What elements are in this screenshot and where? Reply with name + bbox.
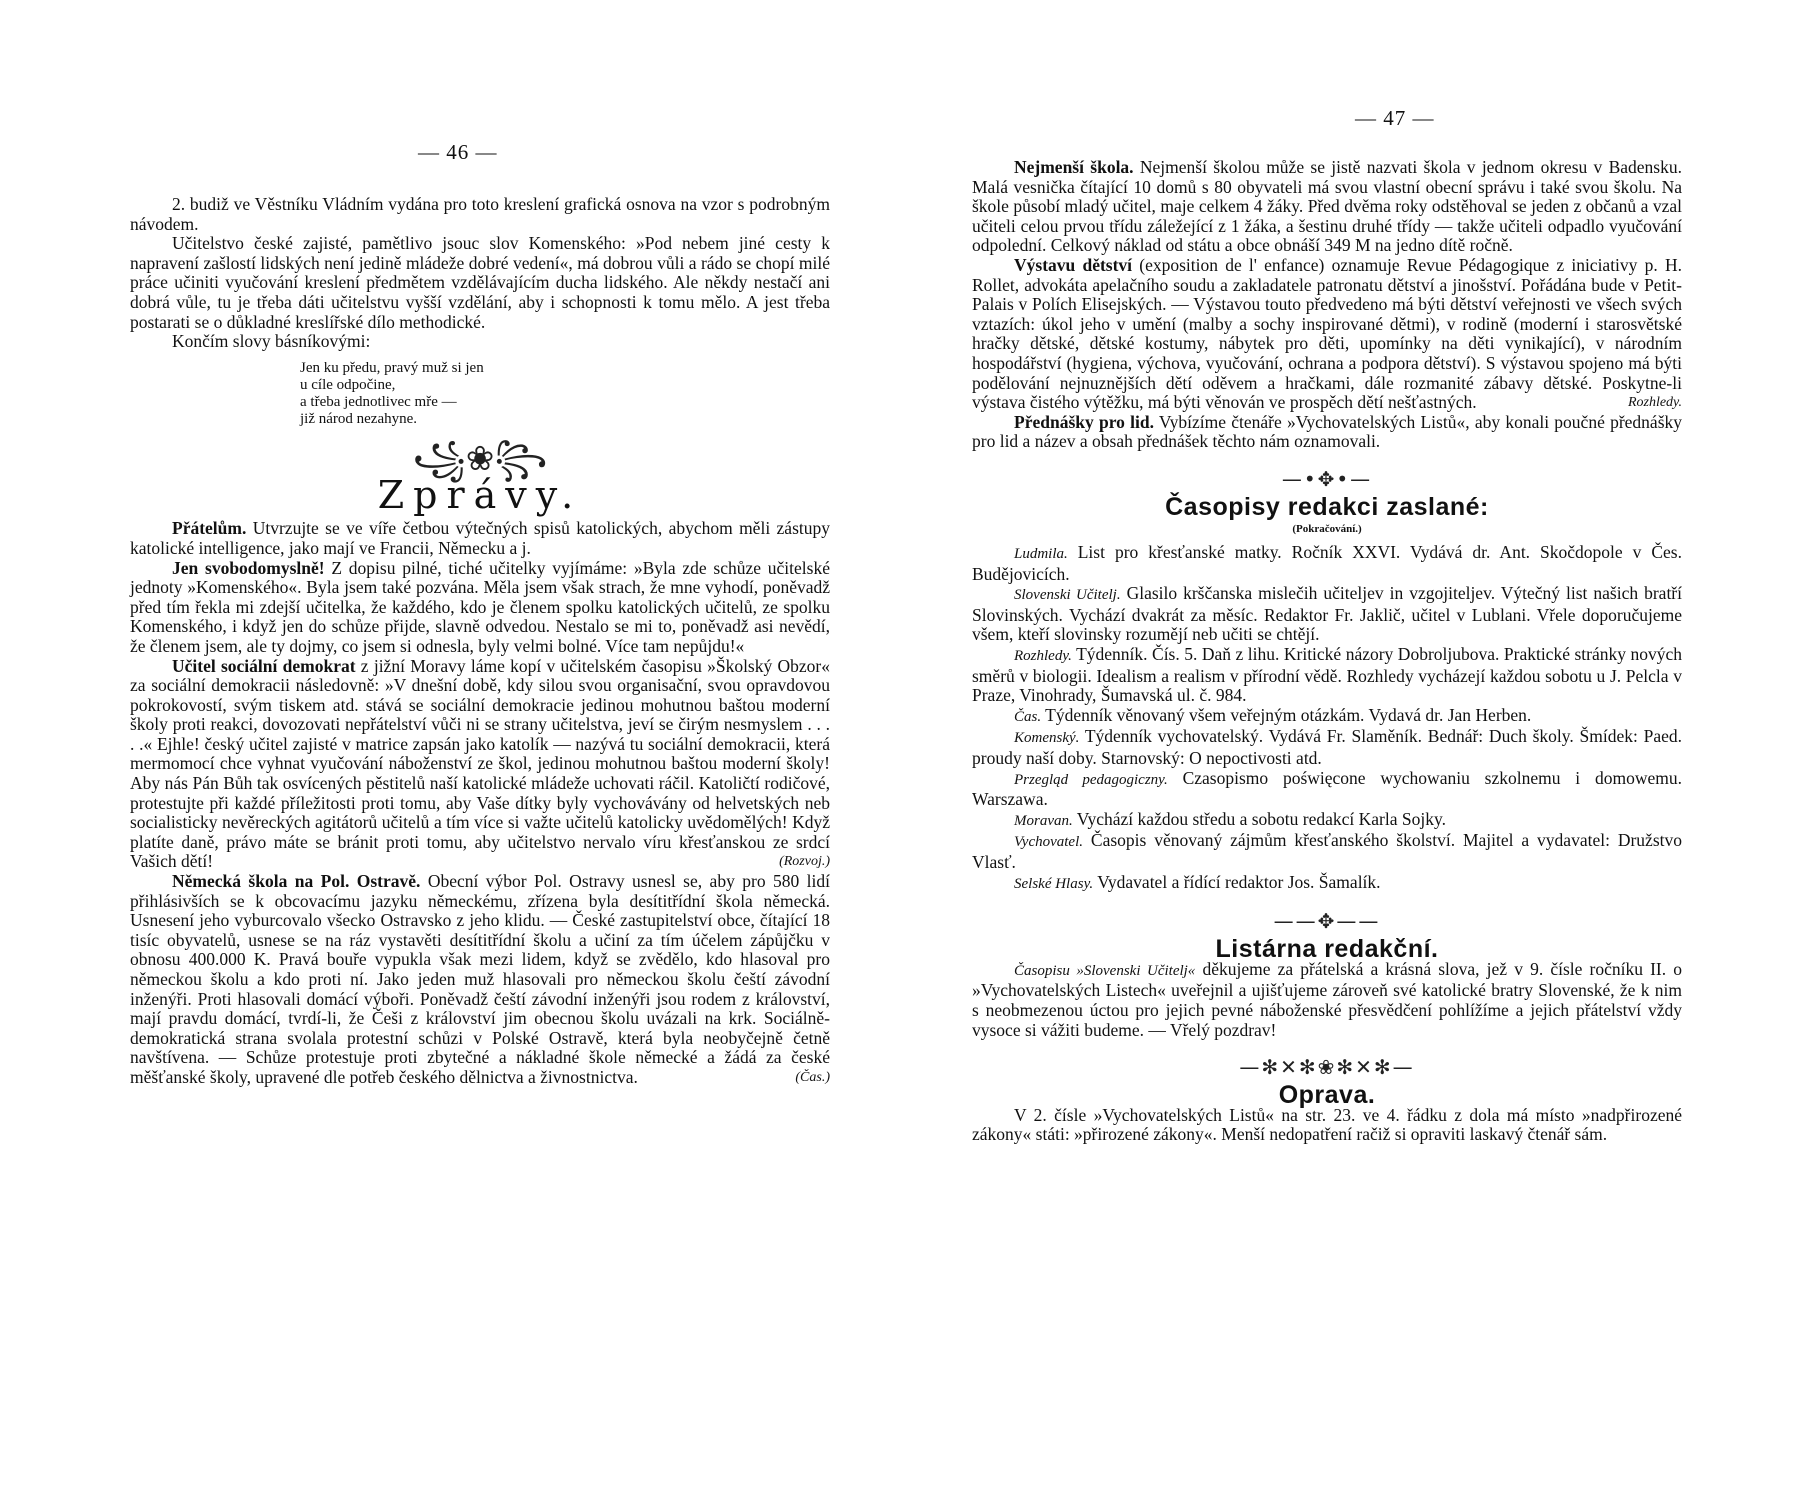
poem — [300, 360, 830, 428]
news-item — [130, 559, 830, 657]
magazine-entry — [972, 706, 1682, 728]
section-title-oprava: Oprava. — [1278, 1081, 1376, 1110]
section-title-casopisy: Časopisy redakci zaslané: — [1165, 492, 1489, 521]
poem-line: Jen ku předu, pravý muž si jen — [300, 359, 484, 376]
magazine-text: Czasopismo poświęcone wychowaniu szkolnemu i domowemu. Warszawa. — [972, 767, 1682, 810]
magazine-entry — [972, 727, 1682, 768]
magazine-name: Selské Hlasy. — [1014, 875, 1094, 892]
magazine-entry — [972, 645, 1682, 706]
oprava-text: V 2. čísle »Vychovatelských Listů« na str. 23. ve 4. řádku z dola má místo »nadpřirozené zákony« státi: »přirozené zákony«. Menší nedopatření račiž si opraviti laskavý čtenář sám. — [972, 1104, 1682, 1145]
item-source: (Čas.) — [795, 1069, 830, 1085]
right-page — [900, 0, 1800, 1500]
magazine-text: List pro křesťanské matky. Ročník XXVI. Vydává dr. Ant. Skočdopole v Čes. Budějovicích. — [972, 542, 1682, 584]
item-text: Utvrzujte se ve víře četbou výtečných spisů katolických, abychom měli zástupy katolické intelligence, jako mají ve Francii, Německu a j. — [130, 518, 830, 558]
magazine-name: Przegląd pedagogiczny. — [1014, 771, 1168, 788]
poem-line: již národ nezahyne. — [300, 410, 418, 427]
section-title: Zprávy. — [377, 472, 583, 517]
item-text: Nejmenší školou může se jistě nazvati škola v jednom okresu v Badensku. Malá vesnička čítající 10 domů s 80 obyvateli má svou vlastní obecní správu i také svou školu. Na škole působí mladý učitel, maje celkem 4 žáky. Před dvěma roky odstěhoval se jeden z občanů a vzal učiteli celou prvou třídu záležející z 1 žáka, a šestinu druhé třídy — takže učiteli odpadlo vyučování odpolední. Celkový náklad od státu a obce obnáší 349 M na jedno dítě ročně. — [972, 157, 1682, 256]
page-number: — 46 — — [418, 140, 498, 164]
section-subtitle: (Pokračování.) — [1292, 522, 1362, 535]
magazine-entry — [972, 831, 1682, 872]
item-leadin: Učitel sociální demokrat — [172, 655, 356, 676]
news-item — [130, 872, 830, 1088]
magazine-name: Čas. — [1014, 708, 1042, 725]
news-item — [130, 519, 830, 558]
poem-line: u cíle odpočine, — [300, 376, 396, 393]
listarna-body: děkujeme za přátelská a krásná slova, jež v 9. čísle ročníku II. o »Vychovatelských Listech« uveřejnil a ujišťujeme zároveň své katolické bratry Slovenské, že k nim s neobmezenou úctou pro jejich pevné náboženské přesvědčení pohlížíme a jejich přátelství vždy vysoce si vážiti budeme. — Vřelý pozdrav! — [972, 958, 1682, 1040]
paragraph: 2. budiž ve Věstníku Vládním vydána pro toto kreslení grafická osnova na vzor s podrobným návodem. — [130, 194, 830, 234]
item-leadin: Jen svobodomyslně! — [172, 557, 325, 578]
magazine-text: Týdenník vychovatelský. Vydává Fr. Slaměník. Bednář: Duch školy. Šmídek: Paed. proudy naší doby. Starnovský: O nepoctivosti atd. — [972, 726, 1682, 769]
news-item — [972, 158, 1682, 256]
magazine-entry — [972, 873, 1682, 895]
paragraph: Končím slovy básníkovými: — [172, 331, 371, 352]
poem-line: a třeba jednotlivec mře — — [300, 393, 457, 410]
news-item — [130, 657, 830, 873]
item-leadin: Nejmenší škola. — [1014, 157, 1134, 177]
item-source: (Rozvoj.) — [779, 854, 830, 870]
magazine-name: Ludmila. — [1014, 546, 1068, 563]
news-item — [972, 256, 1682, 413]
item-text: (exposition de l' enfance) oznamuje Revue Pédagogique z iniciativy p. H. Rollet, advokáta apelačního soudu a zakladatele patronatu dětství a jinošství. Pořádána bude v Petit-Palais v Polích Elisejských. — Výstavou touto předvedeno má býti dětství veřejnosti ve všech svých vztazích: úkol jeho v umění (malby a sochy inspirované dětmi), v rodině (moderní i starosvětské hračky dětské, dětské kostumy, nábytek pro děti, upomínky na děti vynikající), v národním hospodářství (hygiena, výchova, vyučování, ochrana a podpora dětství). S výstavou spojeno má býti podělování nejnuznějších dětí oděvem a hračkami, dále rozmanité zábavy dětské. Poskytne-li výstava čistého výtěžku, má býti věnován ve prospěch dětí nešťastných. — [972, 254, 1682, 413]
page-number: — 47 — — [1355, 106, 1435, 130]
item-text: Vybízíme čtenáře »Vychovatelských Listů«, aby konali poučné přednášky pro lid a název a obsah přednášek těchto nám oznamovali. — [972, 411, 1683, 452]
paragraph: Učitelstvo české zajisté, pamětlivo jsouc slov Komenského: »Pod nebem jiné cesty k napravení zašlostí lidských není jedině mládeže dobré vedení«, má dobrou vůli a rádo se chopí milé práce učiniti vyučování kreslení předmětem vzdělávajícím ducha lidského. Ale někdy nestačí ani dobrá vůle, tu je třeba dáti učitelstvu vyšší vzdělání, aby i schopnosti k tomu mělo. A jest třeba postarati se o důkladné kreslířské dílo methodické. — [130, 233, 830, 332]
magazine-entry — [972, 543, 1682, 584]
divider-ornament-icon: ——✥—— — [1273, 909, 1381, 934]
right-column — [972, 158, 1682, 1145]
magazine-text: Vychází každou středu a sobotu redakcí Karla Sojky. — [1072, 808, 1446, 829]
listarna-text — [972, 960, 1682, 1040]
item-leadin: Výstavu dětství — [1014, 254, 1133, 275]
magazine-name: Komenský. — [1014, 730, 1080, 747]
item-source: Rozhledy. — [1627, 395, 1682, 411]
magazine-text: Týdenník věnovaný všem veřejným otázkám. Vydavá dr. Jan Herben. — [1041, 704, 1532, 725]
item-text: z jižní Moravy láme kopí v učitelském časopisu »Školský Obzor« za sociální demokracii následovně: »V dnešní době, kdy silou svou organisační, svou opravdovou pokrokovostí, svým tiskem atd. stává se sociální demokracie jedinou mohutnou baštou moderní školy proti reakci, dovozovati nepřátelství vůči ni se strany učitelstva, jeví se čirým nesmyslem . . . . .« Ejhle! český učitel zajisté v matrice zapsán jako katolík — nazývá tu sociální demokracii, která mermomocí chce vyhnat vyučování náboženství ze škol, jedinou mohutnou baštou moderní školy! Aby nás Pán Bůh tak osvícených pěstitelů naší katolické mládeže uchovati ráčil. Katoličtí rodičové, protestujte při každé příležitosti proti tomu, aby Vaše dítky byly vychovávány od helvetských neb socialisticky nevěreckých agitátorů učitelů a tím více si važte učitelů katolicky uvědomělých! Když platíte daně, právo máte se bránit proti tomu, aby učitelstvo nervalo víru křesťanskou ze srdcí Vašich dětí! — [130, 655, 830, 872]
item-leadin: Přátelům. — [172, 518, 247, 539]
magazine-entry — [972, 810, 1682, 832]
divider-ornament-icon: —✻✕✻❀✻✕✻— — [1239, 1055, 1415, 1080]
magazine-entry — [972, 769, 1682, 810]
magazine-name: Vychovatel. — [1014, 834, 1084, 851]
item-leadin: Německá škola na Pol. Ostravě. — [172, 871, 421, 892]
magazine-text: Časopis věnovaný zájmům křesťanského školství. Majitel a vydavatel: Družstvo Vlasť. — [972, 830, 1682, 872]
magazine-entry — [972, 584, 1682, 645]
magazine-name: Slovenski Učitelj. — [1014, 587, 1121, 604]
section-title-listarna: Listárna redakční. — [1215, 935, 1439, 964]
divider-ornament-icon: —•✥•— — [1281, 466, 1373, 491]
item-text: Z dopisu pilné, tiché učitelky vyjímáme: »Byla zde schůze učitelské jednoty »Komenského«. Byla jsem také pozvána. Měla jsem však strach, že mne vyhodí, poněvadž před tím řekla mi zdejší učitelka, že každého, kdo je členem spolku katolických učitelů, ze spolku Komenského, i když jen do schůze přijde, slavně odvedou. Nestalo se mi to, poněvadž asi nevědí, že členem jsem, ale ty dojmy, co jsem si odnesla, byly velmi bolné. Více tam nepůjdu!« — [130, 557, 830, 656]
magazine-text: Vydavatel a řídící redaktor Jos. Šamalík. — [1093, 871, 1381, 892]
magazine-name: Moravan. — [1014, 812, 1073, 829]
magazine-name: Rozhledy. — [1014, 648, 1072, 665]
news-item — [972, 413, 1682, 452]
magazine-text: Glasilo krščanska mislečih učiteljev in vzgojiteljev. Výtečný list našich bratří Slovinských. Vychází dvakrát za měsíc. Redaktor Fr. Jaklič, učitel v Lublani. Vřele doporučujeme všem, kteří slovinsky rozumějí neb učiti se chtějí. — [972, 583, 1682, 645]
ornament-icon: ꧁❀꧂ — [412, 438, 548, 479]
listarna-name: Časopisu »Slovenski Učitelj« — [1014, 962, 1196, 979]
left-column — [130, 195, 830, 1088]
item-text: Obecní výbor Pol. Ostravy usnesl se, aby pro 580 lidí přihlásivších se k obcovacímu jazyku německému, zřízena byla desítitřídní škola německá. Usnesení jeho vyburcovalo všecko Ostravsko z jeho klidu. — České zastupitelství obce, čítající 18 tisíc obyvatelů, usnese se na ráz vystavěti desítitřídní školu a učiní za tím účelem zápůjčku v obnosu 400.000 K. Pravá bouře vypukla však mezi lidem, když se zvědělo, kdo hlasoval pro německou školu a kdo proti ní. Jako jeden muž hlasovali pro německou školu čeští závodní inženýři. Proti hlasovali domácí výboři. Poněvadž čeští závodní inženýři jsou rodem z království, mají pravdu domácí, tvrdí-li, že Češi z království jim obecnou školu uvázali na krk. Sociálně-demokratická strana svolala protestní schůzi v Polské Ostravě, která byla neobyčejně četně navštívena. — Schůze protestuje proti zbytečné a nákladné škole německé a žádá za české měšťanské školy, upravené dle potřeb českého dělnictva a živnostnictva. — [130, 871, 831, 1087]
magazine-text: Týdenník. Čís. 5. Daň z lihu. Kritické názory Dobroljubova. Praktické stránky nových směrů v biologii. Idealism a realism v přírodní vědě. Rozhledy vycházejí každou sobotu u J. Pelcla v Praze, Vinohrady, Šumavská ul. č. 984. — [972, 644, 1682, 706]
item-leadin: Přednášky pro lid. — [1014, 411, 1154, 432]
